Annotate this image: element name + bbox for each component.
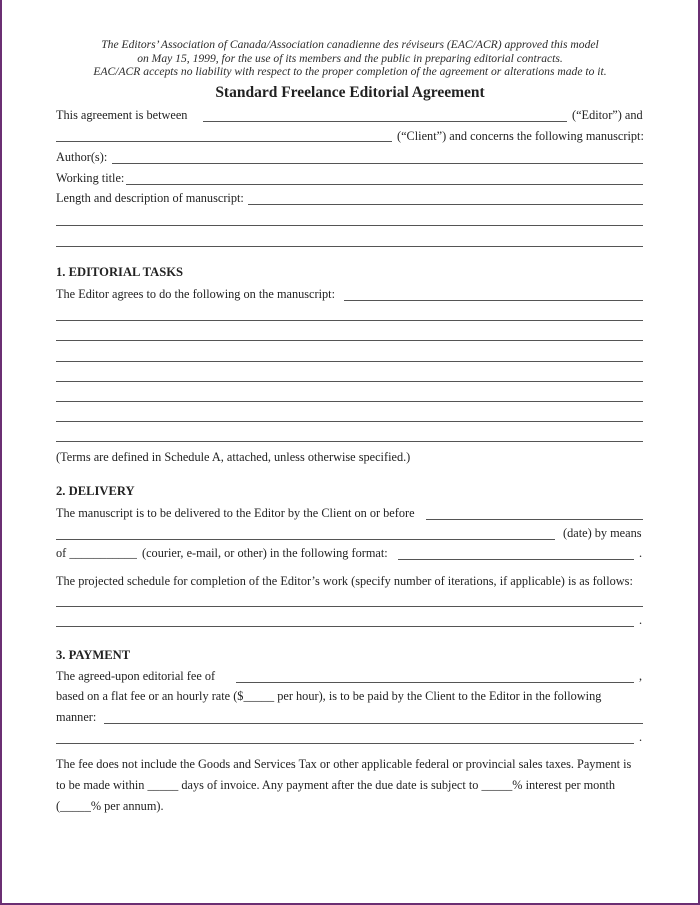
payment-manner-field-line[interactable] <box>56 743 634 744</box>
length-description-field-line[interactable] <box>56 246 643 247</box>
editorial-tasks-field-line[interactable] <box>56 381 643 382</box>
working-title-field[interactable] <box>126 184 643 185</box>
payment-basis-text: based on a flat fee or an hourly rate ($_____ per hour), is to be paid by the Client to the Editor in the following <box>56 689 602 703</box>
terms-note: (Terms are defined in Schedule A, attached, unless otherwise specified.) <box>56 450 411 464</box>
payment-manner-field[interactable] <box>104 723 643 724</box>
authors-label: Author(s): <box>56 150 108 164</box>
notice-line: The Editors’ Association of Canada/Association canadienne des réviseurs (EAC/ACR) approved this model <box>101 38 599 51</box>
period: . <box>639 613 643 627</box>
date-suffix: (date) by means <box>563 526 642 540</box>
manner-label: manner: <box>56 710 97 724</box>
working-title-label: Working title: <box>56 171 125 185</box>
between-label: This agreement is between <box>56 108 188 122</box>
section-heading-editorial-tasks: 1. EDITORIAL TASKS <box>56 265 184 279</box>
period: . <box>639 546 643 560</box>
authors-field[interactable] <box>112 163 643 164</box>
delivery-date-field[interactable] <box>426 519 643 520</box>
client-name-field[interactable] <box>56 141 392 142</box>
editorial-tasks-field-line[interactable] <box>56 340 643 341</box>
editorial-tasks-field[interactable] <box>344 300 643 301</box>
editorial-tasks-field-line[interactable] <box>56 361 643 362</box>
fee-field[interactable] <box>236 682 634 683</box>
editorial-tasks-field-line[interactable] <box>56 320 643 321</box>
delivery-means-field[interactable]: of ___________ <box>56 546 137 560</box>
length-label: Length and description of manuscript: <box>56 191 244 205</box>
notice-line: EAC/ACR accepts no liability with respect to the proper completion of the agreement or alterations made to it. <box>93 65 607 78</box>
tax-text-line: The fee does not include the Goods and Services Tax or other applicable federal or provincial sales taxes. Payment is <box>56 757 632 771</box>
delivery-text: The manuscript is to be delivered to the Editor by the Client on or before <box>56 506 415 520</box>
schedule-text: The projected schedule for completion of the Editor’s work (specify number of iterations, if applicable) is as follows: <box>56 574 633 588</box>
client-suffix: (“Client”) and concerns the following manuscript: <box>397 129 644 143</box>
format-text: (courier, e-mail, or other) in the following format: <box>142 546 388 560</box>
editorial-tasks-intro: The Editor agrees to do the following on the manuscript: <box>56 287 336 301</box>
format-field[interactable] <box>398 559 634 560</box>
schedule-field-line[interactable] <box>56 626 634 627</box>
tax-text-line: (_____% per annum). <box>56 799 164 813</box>
editorial-tasks-field-line[interactable] <box>56 401 643 402</box>
period: . <box>639 730 643 744</box>
length-description-field[interactable] <box>248 204 643 205</box>
liability-notice <box>40 38 660 79</box>
tax-text-line: to be made within _____ days of invoice. Any payment after the due date is subject to _____% interest per month <box>56 778 616 792</box>
schedule-field[interactable] <box>56 606 643 607</box>
delivery-date-field-line[interactable] <box>56 539 555 540</box>
fee-label: The agreed-upon editorial fee of <box>56 669 216 683</box>
comma: , <box>639 669 643 683</box>
editorial-tasks-field-line[interactable] <box>56 421 643 422</box>
length-description-field-line[interactable] <box>56 225 643 226</box>
editor-suffix: (“Editor”) and <box>572 108 643 122</box>
document-title: Standard Freelance Editorial Agreement <box>215 84 485 101</box>
editorial-tasks-field-line[interactable] <box>56 441 643 442</box>
section-heading-delivery: 2. DELIVERY <box>56 484 135 498</box>
section-heading-payment: 3. PAYMENT <box>56 648 131 662</box>
editor-name-field[interactable] <box>203 121 567 122</box>
notice-line: on May 15, 1999, for the use of its members and the public in preparing editorial contracts. <box>137 51 563 65</box>
